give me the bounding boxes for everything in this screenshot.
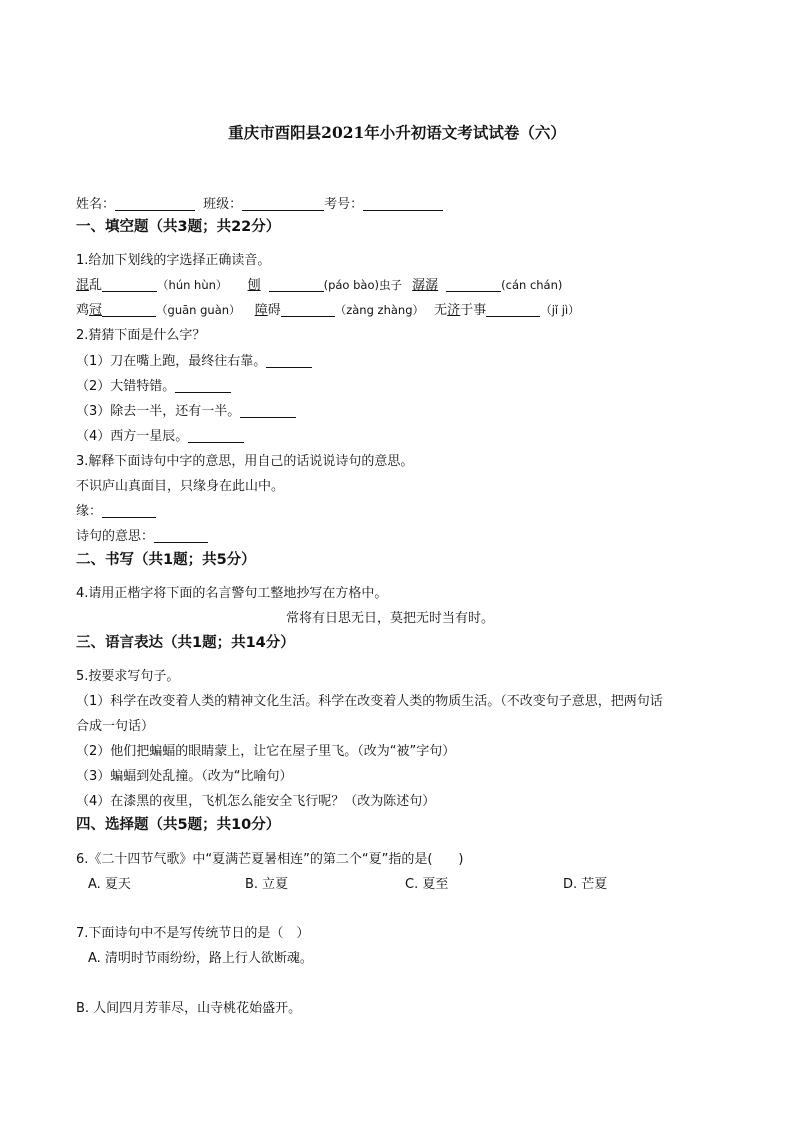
class-blank[interactable]	[242, 209, 324, 211]
q1-pinyin-1: （hún hùn）	[157, 278, 228, 292]
q7-option-a[interactable]: A. 清明时节雨纷纷，路上行人欲断魂。	[88, 951, 313, 966]
q2-item-1-text: （1）刀在嘴上跑，最终往右靠。	[76, 354, 267, 369]
section-4-heading: 四、选择题（共5题；共10分）	[76, 817, 281, 833]
q2-item-2-text: （2）大错特错。	[76, 379, 176, 394]
q1-stem: 1.给加下划线的字选择正确读音。	[76, 253, 271, 268]
q2-blank-1[interactable]	[266, 366, 312, 368]
q2-item-4	[76, 425, 244, 444]
q1-blank-2[interactable]	[269, 290, 324, 292]
class-label: 班级：	[203, 197, 243, 212]
q6-stem: 6.《二十四节气歌》中“夏满芒夏暑相连”的第二个“夏”指的是( )	[76, 852, 464, 867]
q1-blank-3[interactable]	[446, 290, 501, 292]
q3-yuan	[76, 500, 156, 519]
q2-blank-4[interactable]	[188, 441, 244, 443]
q3-stem: 3.解释下面诗句中字的意思，用自己的话说说诗句的意思。	[76, 454, 414, 469]
q1-word-6-first: 无	[434, 303, 448, 318]
q3-yuan-blank[interactable]	[102, 516, 156, 518]
q2-item-1	[76, 350, 312, 369]
q1-blank-5[interactable]	[281, 315, 335, 317]
q1-word-6: 济	[447, 303, 461, 318]
q2-item-4-text: （4）西方一星辰。	[76, 429, 189, 444]
q1-blank-6[interactable]	[486, 315, 540, 317]
q3-yuan-label: 缘：	[76, 504, 103, 519]
q5-item-2: （2）他们把蝙蝠的眼睛蒙上，让它在屋子里飞。（改为“被”字句）	[76, 744, 456, 759]
q1-pinyin-2: (páo bào)虫子	[323, 278, 402, 292]
q1-word-3: 潺潺	[412, 278, 439, 293]
page-title: 重庆市酉阳县2021年小升初语文考试试卷（六）	[228, 123, 566, 142]
q5-item-1-line-1: （1）科学在改变着人类的精神文化生活。科学在改变着人类的物质生活。（不改变句子意思，把两句话	[76, 694, 663, 709]
q3-meaning-label: 诗句的意思：	[76, 529, 155, 544]
q1-word-4-first: 鸡	[76, 303, 90, 318]
q6-option-d[interactable]: D. 芒夏	[563, 877, 608, 892]
q7-option-b[interactable]: B. 人间四月芳菲尽，山寺桃花始盛开。	[76, 1001, 302, 1016]
q1-pinyin-5: （zàng zhàng）	[334, 303, 425, 317]
exam-no-blank[interactable]	[363, 209, 443, 211]
name-blank[interactable]	[115, 209, 195, 211]
q2-item-3	[76, 400, 296, 419]
q2-blank-3[interactable]	[240, 416, 296, 418]
q3-poem: 不识庐山真面目，只缘身在此山中。	[76, 479, 285, 494]
q2-stem: 2.猜猜下面是什么字？	[76, 328, 206, 343]
q4-quote: 常将有日思无日，莫把无时当有时。	[286, 611, 495, 626]
q1-row-2	[76, 299, 580, 318]
exam-no-label: 考号：	[324, 197, 364, 212]
q6-option-b[interactable]: B. 立夏	[245, 877, 289, 892]
q1-pinyin-6: （jǐ jì）	[540, 303, 580, 317]
q1-word-2: 刨	[247, 278, 261, 293]
q1-word-4: 冠	[89, 303, 103, 318]
q1-word-5: 障	[254, 303, 268, 318]
q1-blank-1[interactable]	[102, 290, 157, 292]
q1-word-5-rest: 碍	[267, 303, 281, 318]
q1-pinyin-4: （guān guàn）	[156, 303, 241, 317]
q2-item-2	[76, 375, 231, 394]
q6-option-a[interactable]: A. 夏天	[88, 877, 131, 892]
q5-stem: 5.按要求写句子。	[76, 669, 180, 684]
q7-stem: 7.下面诗句中不是写传统节日的是（ ）	[76, 926, 310, 941]
q5-item-4: （4）在漆黑的夜里，飞机怎么能安全飞行呢？（改为陈述句）	[76, 794, 436, 809]
q5-item-3: （3）蝙蝠到处乱撞。（改为“比喻句）	[76, 769, 293, 784]
q2-item-3-text: （3）除去一半，还有一半。	[76, 404, 241, 419]
q1-word-1: 混	[76, 278, 90, 293]
q4-stem: 4.请用正楷字将下面的名言警句工整地抄写在方格中。	[76, 586, 388, 601]
q3-meaning-blank[interactable]	[154, 541, 208, 543]
q1-word-1-rest: 乱	[89, 278, 103, 293]
q5-item-1-line-2: 合成一句话）	[76, 719, 155, 734]
q3-meaning	[76, 525, 208, 544]
section-2-heading: 二、书写（共1题；共5分）	[76, 552, 256, 568]
name-label: 姓名：	[76, 197, 116, 212]
q6-option-c[interactable]: C. 夏至	[405, 877, 449, 892]
section-1-heading: 一、填空题（共3题；共22分）	[76, 219, 281, 235]
q1-pinyin-3: (cán chán)	[501, 278, 563, 292]
q1-blank-4[interactable]	[102, 315, 156, 317]
q1-word-6-rest: 于事	[460, 303, 487, 318]
q2-blank-2[interactable]	[175, 391, 231, 393]
student-info	[76, 193, 443, 212]
q1-row-1	[76, 274, 562, 293]
section-3-heading: 三、语言表达（共1题；共14分）	[76, 635, 295, 651]
